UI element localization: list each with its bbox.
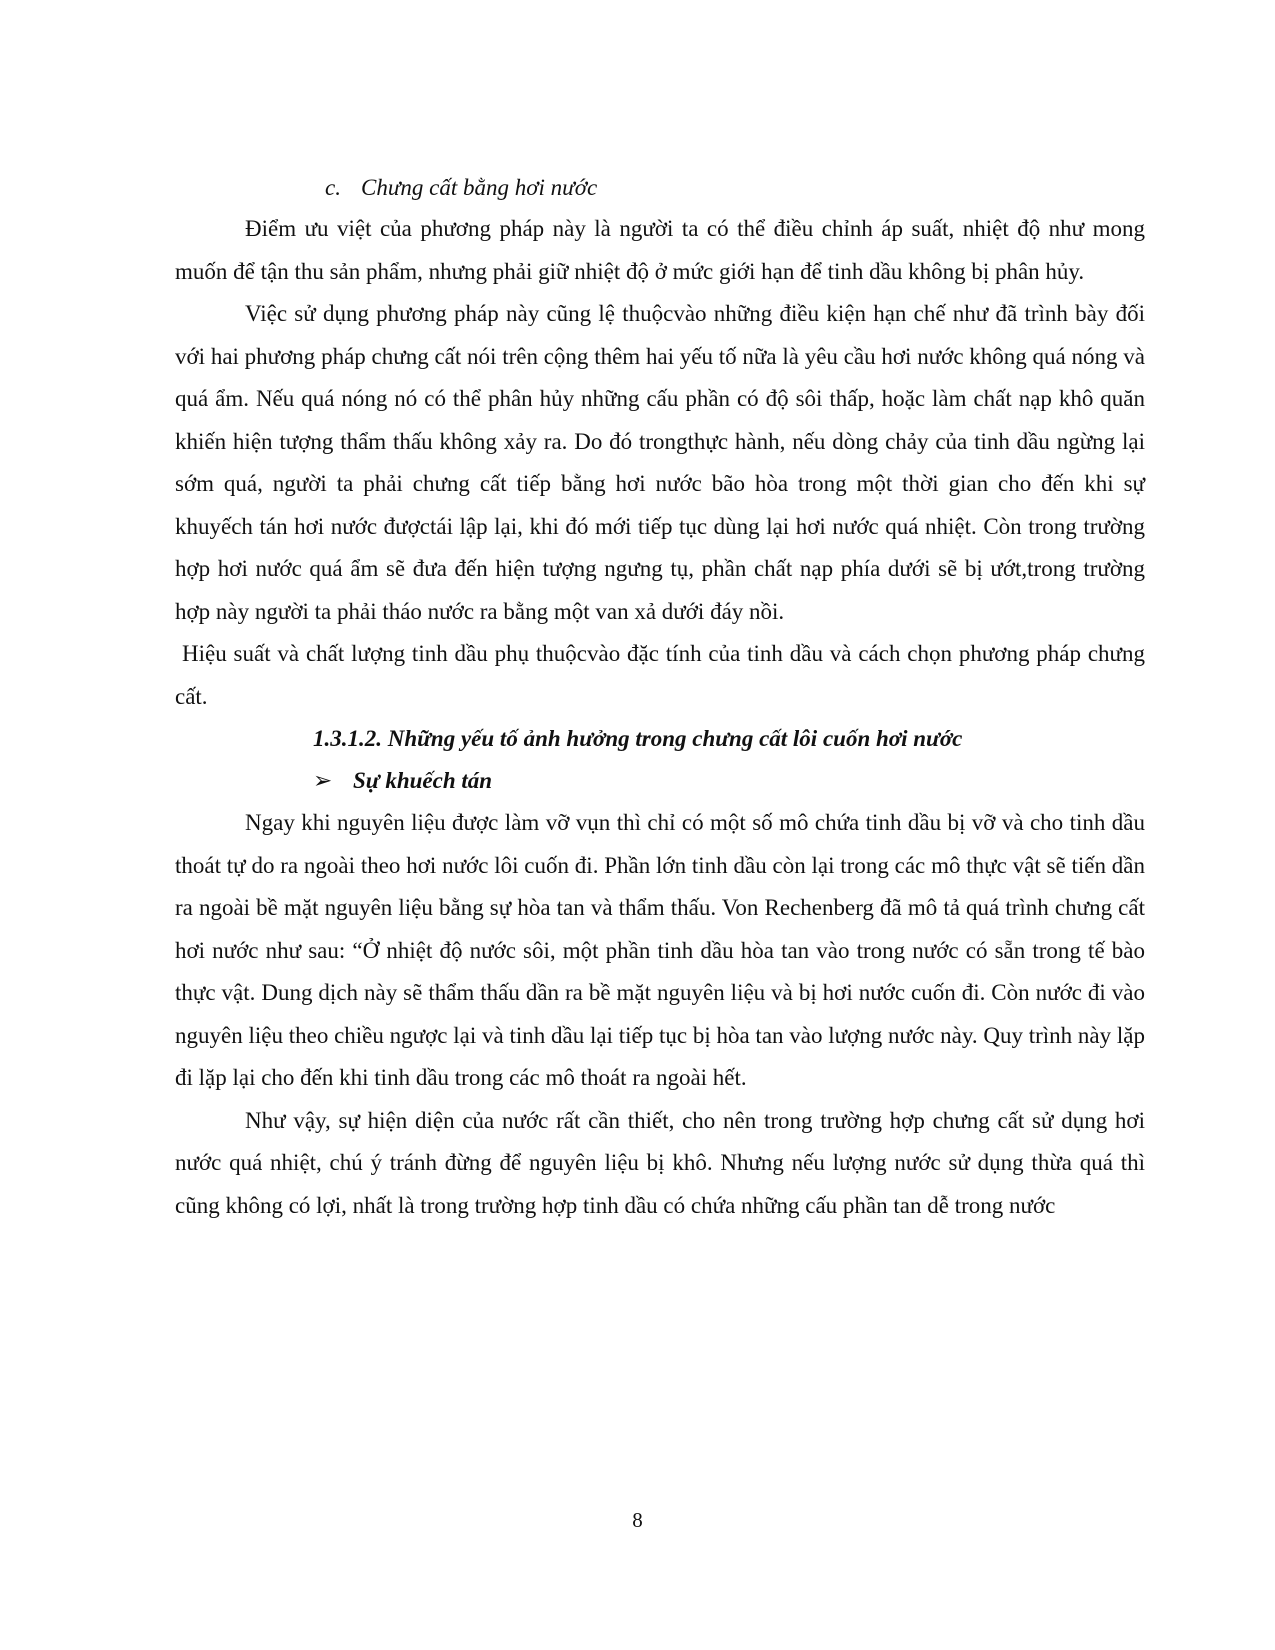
bullet-heading xyxy=(175,760,1145,802)
bullet-heading-title: Sự khuếch tán xyxy=(353,768,493,793)
arrow-bullet-icon: ➢ xyxy=(313,768,333,793)
subsection-title: Chưng cất bằng hơi nước xyxy=(361,175,598,200)
subsection-marker: c. xyxy=(325,175,341,200)
paragraph: Điểm ưu việt của phương pháp này là người ta có thể điều chỉnh áp suất, nhiệt độ như mong muốn để tận thu sản phẩm, nhưng phải giữ nhiệt độ ở mức giới hạn để tinh dầu không bị phân hủy. xyxy=(175,216,1145,284)
paragraph: Ngay khi nguyên liệu được làm vỡ vụn thì chỉ có một số mô chứa tinh dầu bị vỡ và cho tinh dầu thoát tự do ra ngoài theo hơi nước lôi cuốn đi. Phần lớn tinh dầu còn lại trong các mô thực vật sẽ tiến dần ra ngoài bề mặt nguyên liệu bằng sự hòa tan và thẩm thấu. Von Rechenberg đã mô tả quá trình chưng cất hơi nước như sau: “Ở nhiệt độ nước sôi, một phần tinh dầu hòa tan vào trong nước có sẵn trong tế bào thực vật. Dung dịch này sẽ thẩm thấu dần ra bề mặt nguyên liệu và bị hơi nước cuốn đi. Còn nước đi vào nguyên liệu theo chiều ngược lại và tinh dầu lại tiếp tục bị hòa tan vào lượng nước này. Quy trình này lặp đi lặp lại cho đến khi tinh dầu trong các mô thoát ra ngoài hết. xyxy=(175,810,1145,1090)
section-heading: 1.3.1.2. Những yếu tố ảnh hưởng trong chưng cất lôi cuốn hơi nước xyxy=(313,726,963,751)
paragraph: Việc sử dụng phương pháp này cũng lệ thuộcvào những điều kiện hạn chế như đã trình bày đối với hai phương pháp chưng cất nói trên cộng thêm hai yếu tố nữa là yêu cầu hơi nước không quá nóng và quá ẩm. Nếu quá nóng nó có thể phân hủy những cấu phần có độ sôi thấp, hoặc làm chất nạp khô quăn khiến hiện tượng thẩm thấu không xảy ra. Do đó trongthực hành, nếu dòng chảy của tinh dầu ngừng lại sớm quá, người ta phải chưng cất tiếp bằng hơi nước bão hòa trong một thời gian cho đến khi sự khuyếch tán hơi nước đượctái lập lại, khi đó mới tiếp tục dùng lại hơi nước quá nhiệt. Còn trong trường hợp hơi nước quá ẩm sẽ đưa đến hiện tượng ngưng tụ, phần chất nạp phía dưới sẽ bị ướt,trong trường hợp này người ta phải tháo nước ra bằng một van xả dưới đáy nồi. xyxy=(175,301,1145,624)
paragraph: Như vậy, sự hiện diện của nước rất cần thiết, cho nên trong trường hợp chưng cất sử dụng hơi nước quá nhiệt, chú ý tránh đừng để nguyên liệu bị khô. Nhưng nếu lượng nước sử dụng thừa quá thì cũng không có lợi, nhất là trong trường hợp tinh dầu có chứa những cấu phần tan dễ trong nước xyxy=(175,1107,1145,1218)
page-content xyxy=(175,168,1145,1227)
subsection-heading xyxy=(175,168,1145,208)
summary-paragraph: Hiệu suất và chất lượng tinh dầu phụ thuộcvào đặc tính của tinh dầu và cách chọn phương pháp chưng cất. xyxy=(175,641,1145,709)
page-number: 8 xyxy=(632,1508,643,1532)
